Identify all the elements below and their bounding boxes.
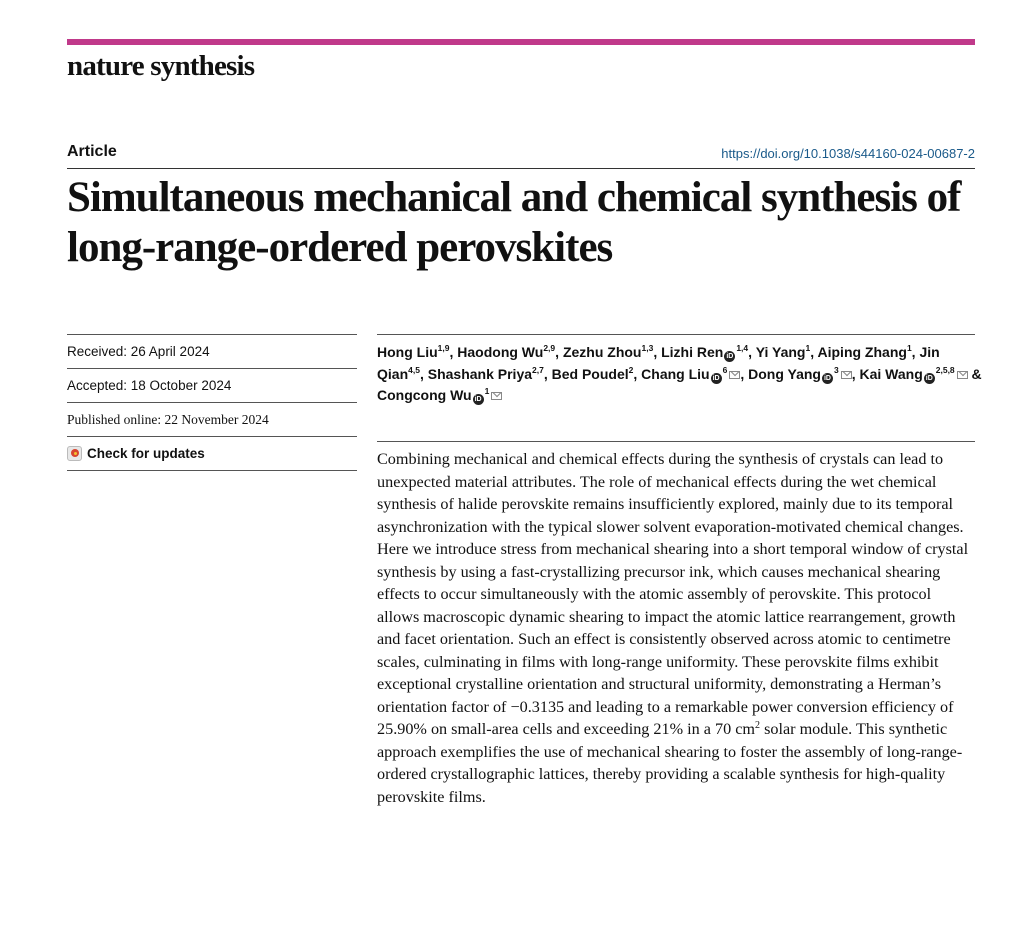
author-separator: , xyxy=(740,365,749,382)
author-name[interactable]: Bed Poudel xyxy=(551,365,629,382)
accepted-date: Accepted: 18 October 2024 xyxy=(67,368,357,402)
author-affiliation: 4,5 xyxy=(408,364,420,375)
article-meta-panel xyxy=(67,334,357,471)
author-separator: , xyxy=(555,344,563,360)
orcid-icon[interactable]: iD xyxy=(925,374,933,382)
author-affiliation: 6 xyxy=(722,364,728,375)
author-name[interactable]: Zezhu Zhou xyxy=(562,344,642,360)
author-name[interactable]: Yi Yang xyxy=(755,344,806,360)
article-type: Article xyxy=(67,143,117,160)
author-separator: & xyxy=(967,365,982,382)
abstract-divider xyxy=(377,441,975,442)
author-name[interactable]: Jin Qian xyxy=(377,344,940,382)
author-separator: , xyxy=(851,365,860,382)
author-affiliation: 3 xyxy=(833,364,839,375)
author-affiliation: 1,4 xyxy=(736,343,749,353)
author-affiliation: 2,5,8 xyxy=(935,364,955,375)
author-entry xyxy=(428,366,552,382)
author-affiliation: 1,3 xyxy=(641,343,654,353)
author-name[interactable]: Shashank Priya xyxy=(427,365,533,382)
author-affiliation: 2,7 xyxy=(532,364,544,375)
email-icon[interactable] xyxy=(729,371,740,379)
check-for-updates-button[interactable] xyxy=(67,436,357,471)
author-affiliation: 2 xyxy=(628,364,634,375)
author-entry xyxy=(818,344,920,360)
journal-accent-bar xyxy=(67,39,975,45)
author-entry xyxy=(748,366,859,382)
check-for-updates-label: Check for updates xyxy=(87,446,205,461)
author-entry xyxy=(377,344,457,360)
author-entry xyxy=(457,344,563,360)
email-icon[interactable] xyxy=(491,392,502,400)
author-name[interactable]: Haodong Wu xyxy=(457,344,544,360)
author-separator: , xyxy=(911,344,920,360)
orcid-icon[interactable]: iD xyxy=(474,396,482,403)
author-entry xyxy=(641,366,748,382)
author-separator: , xyxy=(419,365,428,382)
author-name[interactable]: Kai Wang xyxy=(859,365,923,382)
abstract xyxy=(377,448,975,808)
journal-logo[interactable]: nature synthesis xyxy=(67,50,255,82)
author-name[interactable]: Dong Yang xyxy=(748,365,821,382)
author-affiliation: 1 xyxy=(906,343,912,353)
author-name[interactable]: Congcong Wu xyxy=(377,387,472,403)
orcid-icon[interactable]: iD xyxy=(712,374,720,382)
author-affiliation: 1,9 xyxy=(437,343,450,353)
author-entry xyxy=(563,344,661,360)
published-date: Published online: 22 November 2024 xyxy=(67,402,357,436)
article-title: Simultaneous mechanical and chemical synthesis of long-range-ordered perovskites xyxy=(67,174,961,271)
authors-divider xyxy=(377,334,975,335)
header-divider xyxy=(67,168,975,169)
received-date: Received: 26 April 2024 xyxy=(67,334,357,368)
author-entry xyxy=(377,387,502,403)
author-entry xyxy=(552,366,642,382)
email-icon[interactable] xyxy=(841,371,852,379)
doi-link[interactable]: https://doi.org/10.1038/s44160-024-00687-2 xyxy=(721,146,975,161)
author-separator: , xyxy=(810,344,818,360)
crossmark-icon xyxy=(67,446,82,461)
author-name[interactable]: Lizhi Ren xyxy=(661,344,724,360)
author-entry xyxy=(859,366,981,382)
author-name[interactable]: Hong Liu xyxy=(377,344,438,360)
author-separator: , xyxy=(633,365,642,382)
author-name[interactable]: Aiping Zhang xyxy=(817,344,907,360)
author-entry xyxy=(756,344,818,360)
author-list xyxy=(377,342,982,407)
abstract-text-part1: Combining mechanical and chemical effects during the synthesis of crystals can lead to unexpected material attributes. The role of mechanical effects during the wet chemical synthesis of halide perovskite remains insufficiently explored, mainly due to its temporal asynchronization with the typical slower solvent evaporation-motivated chemical changes. Here we introduce stress from mechanical shearing into a short temporal window of crystal synthesis by using a fast-crystallizing precursor ink, which causes mechanical shearing effects to occur simultaneously with the atomic assembly of perovskite. This protocol allows macroscopic dynamic shearing to impact the atomic lattice rearrangement, growth and facet orientation. Such an effect is consistently observed across atomic to centimetre scales, culminating in films with long-range uniformity. These perovskite films exhibit exceptional crystalline orientation and structural uniformity, demonstrating a Herman’s orientation factor of −0.3135 and leading to a remarkable power conversion efficiency of 25.90% on small-area cells and exceeding 21% in a 70 cm xyxy=(377,450,969,738)
author-separator: , xyxy=(543,365,552,382)
author-separator: , xyxy=(449,344,458,360)
author-entry xyxy=(661,344,756,360)
author-separator: , xyxy=(653,344,662,360)
abstract-text-part2: solar module. This synthetic approach exemplifies the use of mechanical shearing to foster the assembly of long-range-ordered crystallographic lattices, thereby providing a scalable synthesis for high-quality perovskite films. xyxy=(377,720,963,806)
author-affiliation: 1 xyxy=(484,386,490,396)
author-separator: , xyxy=(748,344,756,360)
email-icon[interactable] xyxy=(957,371,968,379)
orcid-icon[interactable]: iD xyxy=(726,353,734,360)
author-name[interactable]: Chang Liu xyxy=(641,365,710,382)
abstract-superscript: 2 xyxy=(755,720,761,731)
author-affiliation: 1 xyxy=(805,343,811,353)
orcid-icon[interactable]: iD xyxy=(823,374,831,382)
author-affiliation: 2,9 xyxy=(543,343,556,353)
